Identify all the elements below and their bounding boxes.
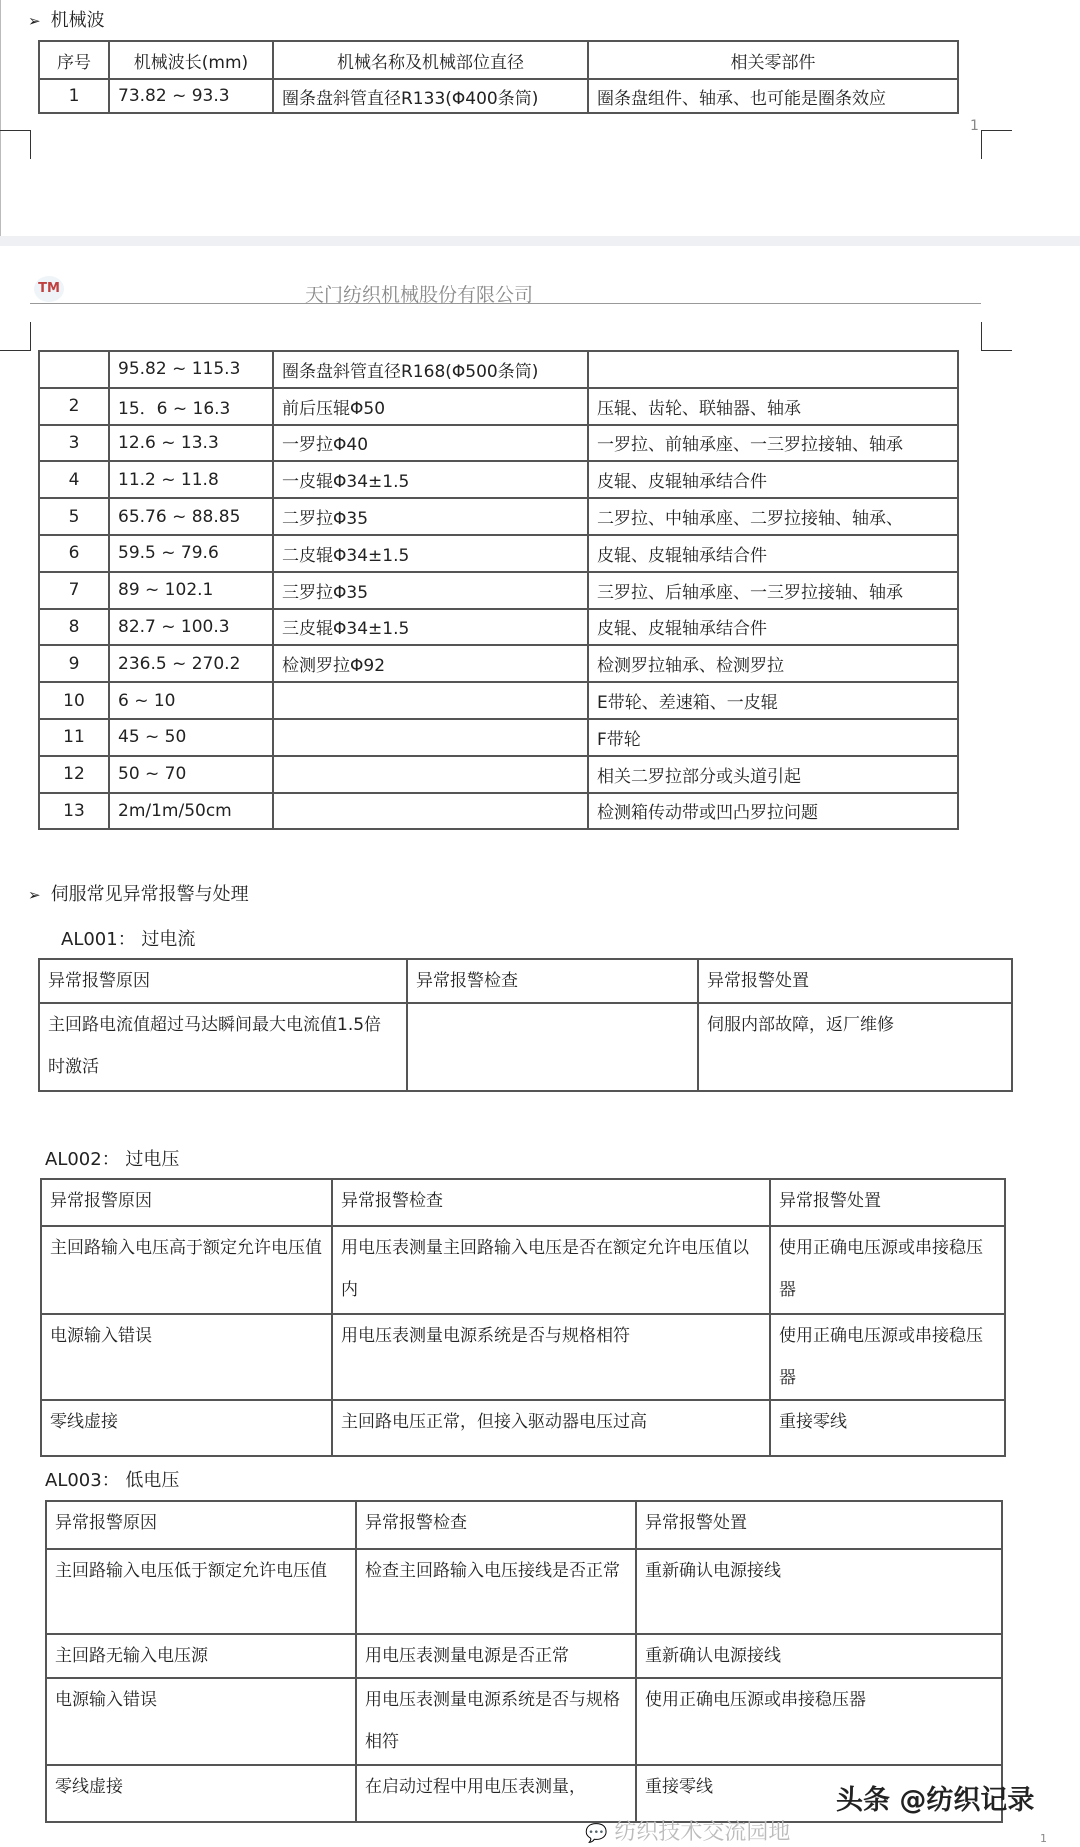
table-cell: 前后压辊Φ50 [273,388,588,425]
table-cell: 11 [39,719,109,756]
table-cell [588,351,958,388]
watermark: 头条 @纺织记录 [836,1785,1035,1816]
table-cell: 重新确认电源接线 [636,1549,1002,1634]
page-border [0,0,1,236]
table-cell: 零线虚接 [46,1765,356,1822]
table-cell: 12.6 ~ 13.3 [109,425,273,462]
table-row [39,645,958,682]
arrow-bullet-icon: ➢ [28,12,41,30]
column-header: 序号 [39,41,109,79]
table-cell: 89 ~ 102.1 [109,572,273,609]
section-title: 机械波 [50,10,105,31]
crop-mark [981,130,1012,159]
table-cell: 一罗拉Φ40 [273,425,588,462]
section-title: 伺服常见异常报警与处理 [50,884,249,905]
table-row [39,609,958,646]
table-row [39,1003,1012,1091]
crop-mark [981,322,1012,351]
table-cell [407,1003,698,1091]
table-cell: 主回路电压正常，但接入驱动器电压过高 [332,1400,770,1456]
table-cell: 4 [39,461,109,498]
table-row [46,1634,1002,1678]
column-header: 异常报警处置 [770,1179,1005,1226]
table-header-row [41,1179,1005,1226]
table-cell: 压辊、齿轮、联轴器、轴承 [588,388,958,425]
table-cell: 一罗拉、前轴承座、一三罗拉接轴、轴承 [588,425,958,462]
table-row [39,756,958,793]
table-cell: 15．6 ~ 16.3 [109,388,273,425]
table-row [39,498,958,535]
table-cell: 三罗拉、后轴承座、一三罗拉接轴、轴承 [588,572,958,609]
table-cell: 三皮辊Φ34±1.5 [273,609,588,646]
table-cell: 2 [39,388,109,425]
table-row [39,682,958,719]
table-cell: 检查主回路输入电压接线是否正常 [356,1549,636,1634]
header-company-name: 天门纺织机械股份有限公司 [305,284,534,306]
table-cell: 236.5 ~ 270.2 [109,645,273,682]
page-number: 1 [970,118,979,134]
column-header: 异常报警原因 [41,1179,332,1226]
table-cell: 重接零线 [636,1765,1002,1822]
table-cell: 在启动过程中用电压表测量， [356,1765,636,1822]
table-row [46,1549,1002,1634]
section-heading-mechanical-wave [28,6,105,32]
column-header: 异常报警检查 [407,959,698,1003]
table-cell: 二皮辊Φ34±1.5 [273,535,588,572]
table-cell [273,793,588,830]
table-row [39,535,958,572]
table-row [41,1226,1005,1314]
table-cell: 使用正确电压源或串接稳压器 [636,1678,1002,1765]
table-header-row [39,959,1012,1003]
column-header: 机械波长(mm) [109,41,273,79]
table-row [39,351,958,388]
page-number: 1 [1040,1832,1047,1845]
table-cell: 11.2 ~ 11.8 [109,461,273,498]
column-header: 异常报警检查 [332,1179,770,1226]
table-row [39,719,958,756]
table-cell: 检测罗拉轴承、检测罗拉 [588,645,958,682]
wechat-icon: 💬 [585,1823,608,1844]
table-cell: 82.7 ~ 100.3 [109,609,273,646]
table-cell: 二罗拉、中轴承座、二罗拉接轴、轴承、 [588,498,958,535]
company-logo: TM [34,276,64,302]
table-cell [273,756,588,793]
table-cell [273,682,588,719]
wave-table-page2 [38,350,959,830]
table-cell: 圈条盘斜管直径R133(Φ400条筒) [273,79,588,113]
column-header: 异常报警检查 [356,1501,636,1549]
table-cell: 使用正确电压源或串接稳压器 [770,1226,1005,1314]
table-cell: 零线虚接 [41,1400,332,1456]
crop-mark [0,130,31,159]
table-cell [273,719,588,756]
table-cell: 使用正确电压源或串接稳压器 [770,1314,1005,1400]
page-gap [0,236,1080,246]
crop-mark [0,322,31,351]
table-cell: 主回路电流值超过马达瞬间最大电流值1.5倍时激活 [39,1003,407,1091]
table-cell: E带轮、差速箱、一皮辊 [588,682,958,719]
table-cell: 12 [39,756,109,793]
table-cell: 7 [39,572,109,609]
table-cell: 皮辊、皮辊轴承结合件 [588,535,958,572]
table-row [41,1314,1005,1400]
table-row [39,793,958,830]
header-divider [30,303,981,304]
table-cell: 重接零线 [770,1400,1005,1456]
table-cell: 45 ~ 50 [109,719,273,756]
table-cell: 电源输入错误 [41,1314,332,1400]
table-row [39,572,958,609]
table-cell: 95.82 ~ 115.3 [109,351,273,388]
table-cell: 10 [39,682,109,719]
table-row [39,425,958,462]
table-cell: 6 ~ 10 [109,682,273,719]
alarm-table-al001 [38,958,1013,1092]
table-cell: 3 [39,425,109,462]
alarm-code-al001: AL001： 过电流 [61,929,196,950]
table-cell: 主回路输入电压高于额定允许电压值 [41,1226,332,1314]
table-cell: 5 [39,498,109,535]
table-cell: 圈条盘组件、轴承、也可能是圈条效应 [588,79,958,113]
table-cell: 9 [39,645,109,682]
table-row [41,1400,1005,1456]
table-cell: 二罗拉Φ35 [273,498,588,535]
table-cell: 1 [39,79,109,113]
table-cell: 一皮辊Φ34±1.5 [273,461,588,498]
watermark-faded [585,1821,790,1846]
table-cell: 2m/1m/50cm [109,793,273,830]
table-cell: 三罗拉Φ35 [273,572,588,609]
arrow-bullet-icon: ➢ [28,886,41,904]
alarm-code-al002: AL002： 过电压 [45,1149,180,1170]
table-header-row [39,41,958,79]
table-cell: 8 [39,609,109,646]
table-row [46,1678,1002,1765]
column-header: 异常报警处置 [636,1501,1002,1549]
table-cell: 13 [39,793,109,830]
table-cell: 相关二罗拉部分或头道引起 [588,756,958,793]
table-cell: 圈条盘斜管直径R168(Φ500条筒) [273,351,588,388]
table-row [39,388,958,425]
alarm-table-al002 [40,1178,1006,1457]
column-header: 异常报警原因 [46,1501,356,1549]
table-cell: 重新确认电源接线 [636,1634,1002,1678]
column-header: 异常报警处置 [698,959,1012,1003]
alarm-table-al003 [45,1500,1003,1823]
wave-table-page1 [38,40,959,114]
table-cell: 检测箱传动带或凹凸罗拉问题 [588,793,958,830]
table-cell: F带轮 [588,719,958,756]
table-cell: 主回路输入电压低于额定允许电压值 [46,1549,356,1634]
table-cell: 电源输入错误 [46,1678,356,1765]
table-cell: 50 ~ 70 [109,756,273,793]
table-cell [39,351,109,388]
table-row [39,79,958,113]
table-header-row [46,1501,1002,1549]
table-cell: 检测罗拉Φ92 [273,645,588,682]
table-row [39,461,958,498]
table-cell: 用电压表测量主回路输入电压是否在额定允许电压值以内 [332,1226,770,1314]
table-cell: 皮辊、皮辊轴承结合件 [588,461,958,498]
table-cell: 用电压表测量电源系统是否与规格相符 [332,1314,770,1400]
table-cell: 73.82 ~ 93.3 [109,79,273,113]
table-cell: 6 [39,535,109,572]
table-cell: 主回路无输入电压源 [46,1634,356,1678]
table-cell: 皮辊、皮辊轴承结合件 [588,609,958,646]
alarm-code-al003: AL003： 低电压 [45,1470,180,1491]
table-cell: 59.5 ~ 79.6 [109,535,273,572]
column-header: 异常报警原因 [39,959,407,1003]
column-header: 相关零部件 [588,41,958,79]
watermark-faded-text: 纺织技术交流园地 [614,1820,791,1845]
table-cell: 65.76 ~ 88.85 [109,498,273,535]
table-cell: 用电压表测量电源系统是否与规格相符 [356,1678,636,1765]
section-heading-servo-alarms [28,880,249,906]
column-header: 机械名称及机械部位直径 [273,41,588,79]
table-cell: 用电压表测量电源是否正常 [356,1634,636,1678]
table-cell: 伺服内部故障，返厂维修 [698,1003,1012,1091]
